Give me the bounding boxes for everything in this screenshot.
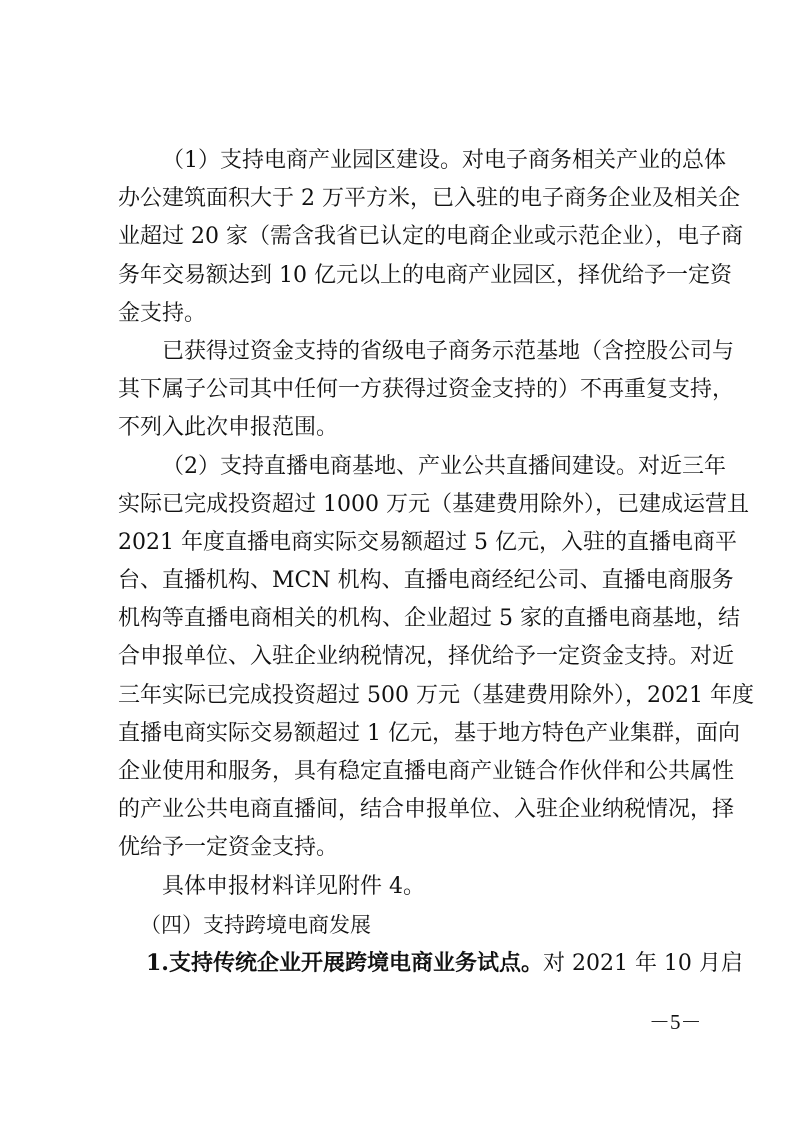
text-line: 实际已完成投资超过 1000 万元（基建费用除外），已建成运营且: [118, 491, 749, 517]
page-number: －5－: [649, 1010, 702, 1034]
text-line: 对 2021 年 10 月启: [542, 950, 743, 976]
text-line: 务年交易额达到 10 亿元以上的电商产业园区，择优给予一定资: [118, 262, 732, 288]
text-line: 优给予一定资金支持。: [118, 835, 339, 861]
text-line: 已获得过资金支持的省级电子商务示范基地（含控股公司与: [162, 338, 735, 364]
section-heading: （四）支持跨境电商发展: [140, 912, 371, 937]
paragraph-park-support: [118, 142, 743, 333]
text-line: 台、直播机构、MCN 机构、直播电商经纪公司、直播电商服务: [118, 568, 734, 594]
text-line: 金支持。: [118, 300, 207, 326]
text-line: 的产业公共电商直播间，结合申报单位、入驻企业纳税情况，择: [118, 797, 735, 823]
text-line: 2021 年度直播电商实际交易额超过 5 亿元，入驻的直播电商平: [118, 529, 737, 555]
text-line: 其下属子公司其中任何一方获得过资金支持的）不再重复支持，: [118, 377, 735, 403]
text-line: 办公建筑面积大于 2 万平方米，已入驻的电子商务企业及相关企: [118, 186, 740, 212]
paragraph-attachment-note: [118, 868, 694, 906]
text-line: 具体申报材料详见附件 4。: [162, 873, 425, 899]
bold-lead-text: 1.支持传统企业开展跨境电商业务试点。: [146, 949, 543, 976]
text-line: 业超过 20 家（需含我省已认定的电商企业或示范企业），电子商: [118, 224, 743, 250]
paragraph-livestream-support: [118, 448, 754, 868]
paragraph-crossborder-pilot: [118, 944, 743, 982]
body-text: [118, 142, 754, 982]
text-line: 直播电商实际交易额超过 1 亿元，基于地方特色产业集群，面向: [118, 720, 740, 746]
text-line: （2）支持直播电商基地、产业公共直播间建设。对近三年: [162, 453, 726, 479]
text-line: 合申报单位、入驻企业纳税情况，择优给予一定资金支持。对近: [118, 644, 735, 670]
text-line: 三年实际已完成投资超过 500 万元（基建费用除外），2021 年度: [118, 682, 754, 708]
text-line: 机构等直播电商相关的机构、企业超过 5 家的直播电商基地，结: [118, 606, 740, 632]
text-line: 企业使用和服务，具有稳定直播电商产业链合作伙伴和公共属性: [118, 759, 735, 784]
paragraph-exclusion: [118, 333, 735, 448]
text-line: （1）支持电商产业园区建设。对电子商务相关产业的总体: [162, 148, 726, 173]
text-line: 不列入此次申报范围。: [118, 415, 339, 441]
